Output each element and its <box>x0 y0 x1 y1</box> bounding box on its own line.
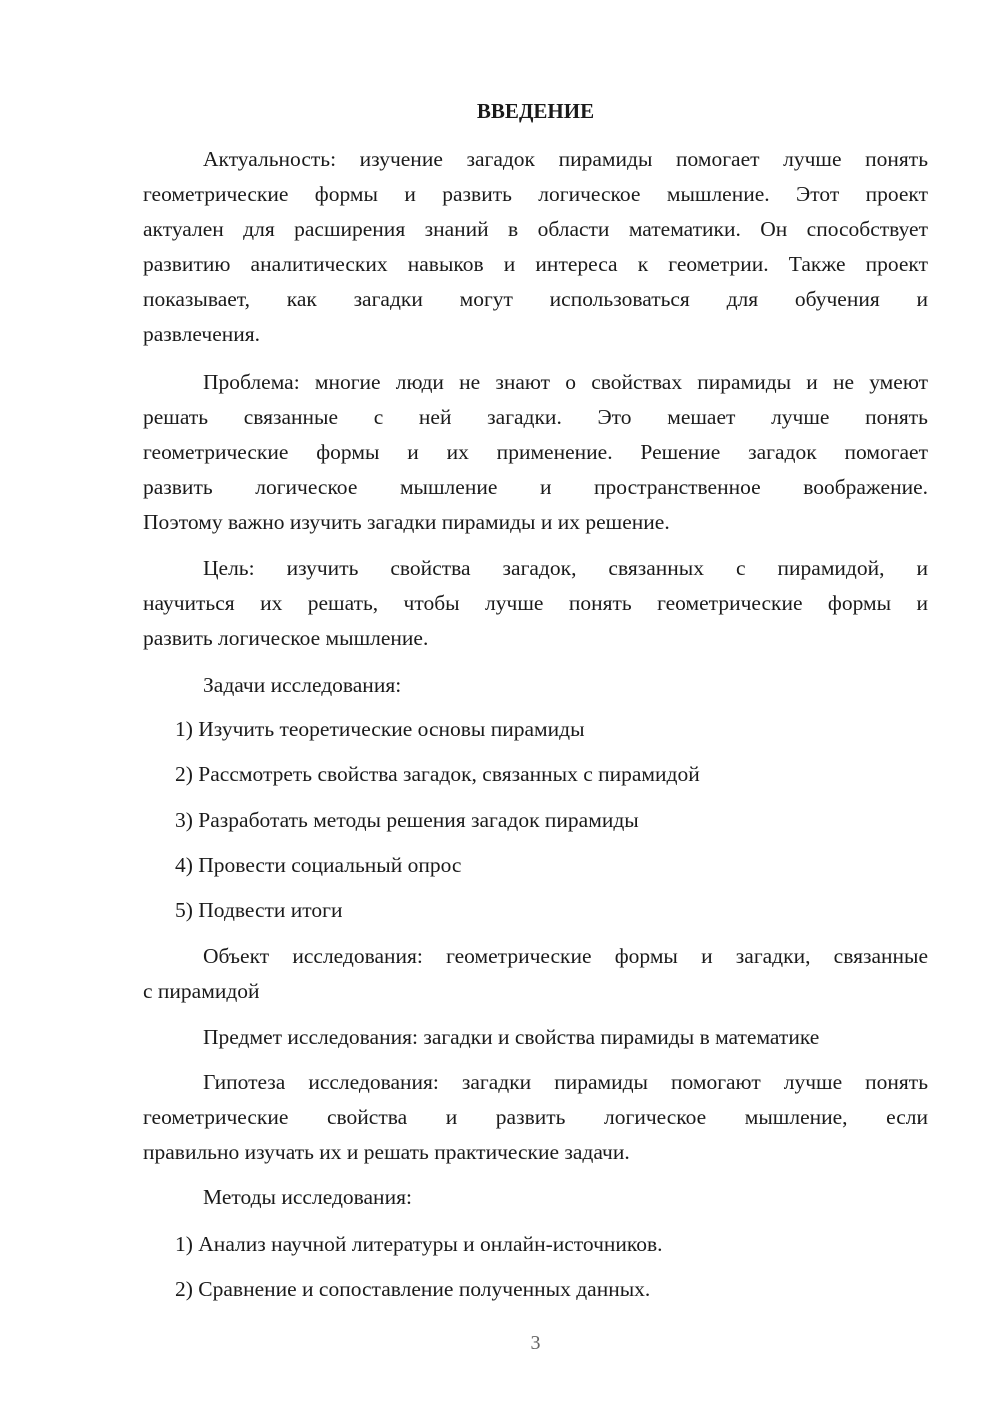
text-line: показывает, как загадки могут использоваться для обучения и <box>143 287 928 311</box>
page-number: 3 <box>530 1332 541 1354</box>
object-paragraph <box>143 939 928 1009</box>
relevance-paragraph <box>143 142 928 352</box>
task-item: 5) Подвести итоги <box>175 898 343 922</box>
page-title: ВВЕДЕНИЕ <box>476 99 595 123</box>
text-line: Актуальность: изучение загадок пирамиды помогает лучше понять <box>203 147 928 171</box>
text-line: геометрические свойства и развить логическое мышление, если <box>143 1105 928 1129</box>
text-line: решать связанные с ней загадки. Это мешает лучше понять <box>143 405 928 429</box>
text-line: Проблема: многие люди не знают о свойствах пирамиды и не умеют <box>203 370 928 394</box>
method-item: 1) Анализ научной литературы и онлайн-источников. <box>175 1232 663 1256</box>
methods-heading-text: Методы исследования: <box>203 1185 412 1209</box>
text-line: с пирамидой <box>143 979 260 1003</box>
task-item: 4) Провести социальный опрос <box>175 853 462 877</box>
text-line: актуален для расширения знаний в области математики. Он способствует <box>143 217 928 241</box>
tasks-heading <box>143 668 928 703</box>
task-item: 3) Разработать методы решения загадок пирамиды <box>175 808 639 832</box>
tasks-heading-text: Задачи исследования: <box>203 673 402 697</box>
text-line: Цель: изучить свойства загадок, связанных с пирамидой, и <box>203 556 928 580</box>
method-item: 2) Сравнение и сопоставление полученных данных. <box>175 1277 651 1301</box>
text-line: Гипотеза исследования: загадки пирамиды помогают лучше понять <box>203 1070 928 1094</box>
text-line: геометрические формы и их применение. Решение загадок помогает <box>143 440 928 464</box>
methods-heading <box>143 1180 928 1215</box>
text-line: развить логическое мышление. <box>143 626 429 650</box>
goal-paragraph <box>143 551 928 656</box>
task-item: 1) Изучить теоретические основы пирамиды <box>175 717 585 741</box>
problem-paragraph <box>143 365 928 540</box>
text-line: Предмет исследования: загадки и свойства пирамиды в математике <box>203 1025 820 1049</box>
text-line: Объект исследования: геометрические формы и загадки, связанные <box>203 944 928 968</box>
text-line: правильно изучать их и решать практические задачи. <box>143 1140 630 1164</box>
text-line: научиться их решать, чтобы лучше понять геометрические формы и <box>143 591 928 615</box>
task-item: 2) Рассмотреть свойства загадок, связанных с пирамидой <box>175 762 700 786</box>
text-line: развить логическое мышление и пространственное воображение. <box>143 475 928 499</box>
subject-paragraph <box>143 1020 928 1055</box>
text-line: Поэтому важно изучить загадки пирамиды и их решение. <box>143 510 670 534</box>
text-line: развлечения. <box>143 322 261 346</box>
text-line: развитию аналитических навыков и интереса к геометрии. Также проект <box>143 252 928 276</box>
text-line: геометрические формы и развить логическое мышление. Этот проект <box>143 182 928 206</box>
hypothesis-paragraph <box>143 1065 928 1170</box>
